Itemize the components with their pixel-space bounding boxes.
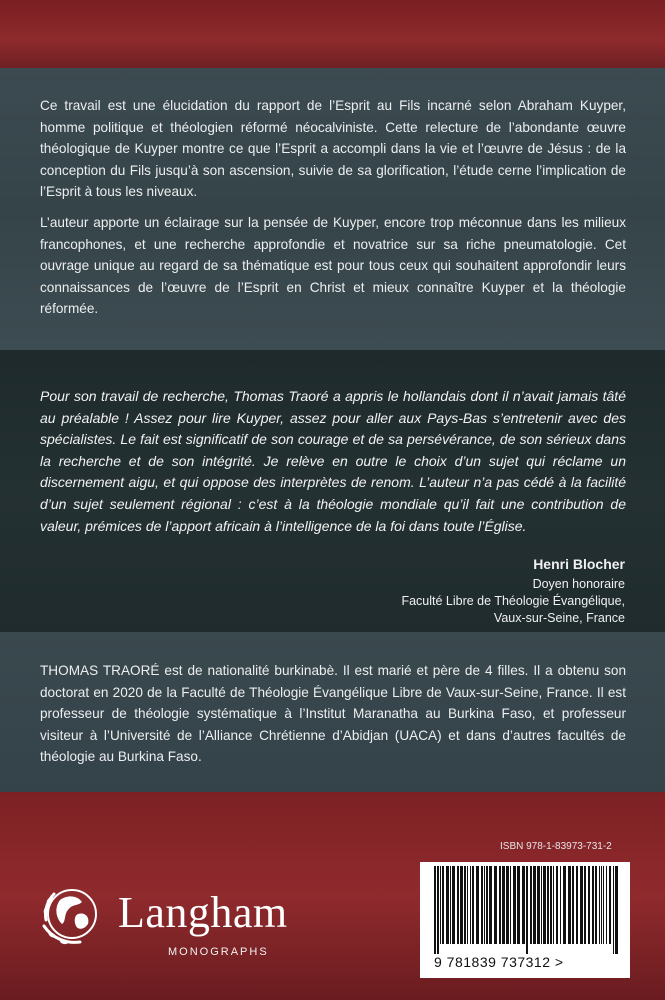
blurb-paragraph-2: L’auteur apporte un éclairage sur la pensée de Kuyper, encore trop méconnue dans les milieux francophones, et une recherche approfondie et novatrice sur sa riche pneumatologie. Cet ouvrage unique au regard de sa thématique est pour tous ceux qui souhaitent approfondir leurs connaissances de l’œuvre de l’Esprit en Christ et mieux connaître Kuyper et la théologie réformée. (40, 215, 626, 316)
blurb-paragraph-1: Ce travail est une élucidation du rapport de l’Esprit au Fils incarné selon Abraham Kuyper, homme politique et théologien réformé néocalviniste. Cette relecture de l’abondante œuvre théologique de Kuyper montre ce que l’Esprit a accompli dans la vie et l’œuvre de Jésus : de la conception du Fils jusqu’à son ascension, suivie de sa glorification, l’étude cerne l’implication de l’Esprit à tous les niveaux. (40, 98, 626, 199)
isbn-label: ISBN 978-1-83973-731-2 (500, 841, 612, 852)
endorser-title-3: Vaux-sur-Seine, France (493, 611, 625, 625)
endorsement-quote: Pour son travail de recherche, Thomas Traoré a appris le hollandais dont il n’avait jamais tâté au préalable ! Assez pour lire Kuyper, assez pour aller aux Pays-Bas s’entretenir avec des spécialistes. Le fait est significatif de son courage et de sa persévérance, de son sérieux dans la recherche et de son intégrité. Je relève en outre le choix d’un sujet qui réclame un discernement aigu, et qui oppose des interprètes de renom. L’auteur n’a pas cédé à la facilité d’un sujet seulement régional : c’est à la théologie mondiale qu’il fait une contribution de valeur, prémices de l’apport africain à l’intelligence de la foi dans toute l’Église. (40, 388, 626, 534)
author-bio: THOMAS TRAORÉ est de nationalité burkinabè. Il est marié et père de 4 filles. Il a obtenu son doctorat en 2020 de la Faculté de Théologie Évangélique Libre de Vaux-sur-Seine, France. Il est professeur de théologie systématique à l’Institut Maranatha au Burkina Faso, et professeur visiteur à l’Université de l’Alliance Chrétienne d’Abidjan (UACA) et dans d’autres facultés de théologie au Burkina Faso. (40, 663, 626, 764)
endorser-name: Henri Blocher (533, 556, 625, 572)
top-red-band (0, 0, 665, 68)
publisher-name: Langham (118, 888, 288, 937)
globe-leaf-icon (38, 880, 108, 948)
endorser-title-1: Doyen honoraire (532, 577, 625, 591)
endorser-title-2: Faculté Libre de Théologie Évangélique, (401, 594, 625, 608)
publisher-imprint: MONOGRAPHS (168, 946, 269, 958)
barcode-digits: 9 781839 737312 > (434, 954, 564, 970)
